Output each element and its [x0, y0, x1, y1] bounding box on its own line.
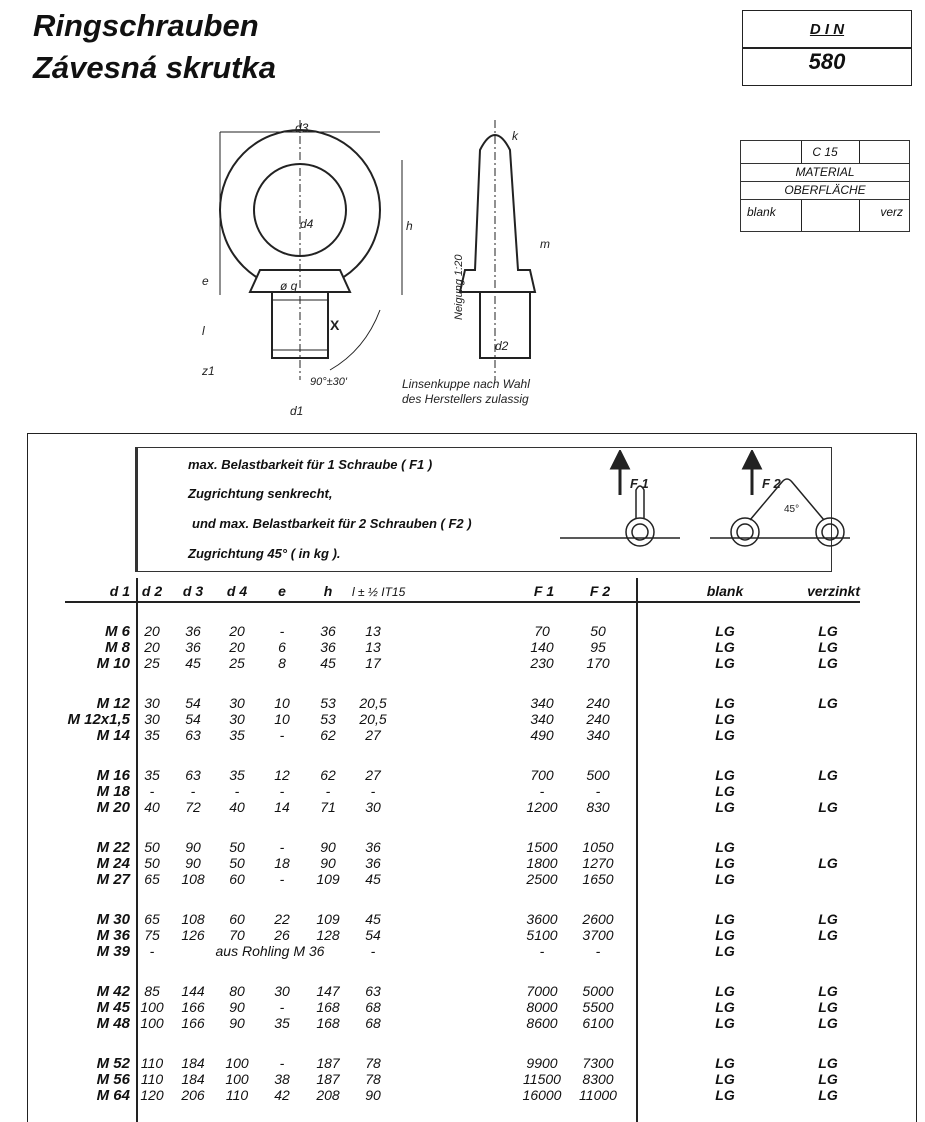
cell-d2: - [149, 943, 155, 959]
cell-d3: 144 [181, 983, 205, 999]
cell-f2: 340 [586, 727, 610, 743]
cell-blank: LG [715, 999, 735, 1015]
cell-l: 27 [365, 767, 381, 783]
cell-f1: 5100 [526, 927, 558, 943]
cell-d2: 35 [144, 727, 160, 743]
cell-h: 109 [316, 871, 340, 887]
cell-d2: - [149, 783, 155, 799]
cell-d4: 35 [229, 767, 245, 783]
eye-bolt-drawing [190, 120, 610, 420]
cell-f1: 700 [530, 767, 554, 783]
header-d3: d 3 [182, 583, 204, 599]
cell-d1: M 56 [96, 1071, 130, 1088]
header-d2: d 2 [141, 583, 163, 599]
cell-d3: 184 [181, 1055, 205, 1071]
cell-f1: 7000 [526, 983, 558, 999]
cell-d4: 90 [229, 999, 245, 1015]
header-verzinkt: verzinkt [807, 583, 860, 599]
cell-e: 10 [274, 695, 290, 711]
cell-d3: 36 [185, 623, 201, 639]
cell-h: - [325, 783, 331, 799]
cell-f2: 1050 [582, 839, 614, 855]
load-diagram [560, 450, 860, 565]
header-d1: d 1 [109, 583, 130, 599]
cell-l: - [370, 783, 376, 799]
cell-l: 27 [365, 727, 381, 743]
cell-f2: - [595, 783, 601, 799]
cell-blank: LG [715, 1015, 735, 1031]
cell-f2: 2600 [582, 911, 614, 927]
cell-d3: 63 [185, 727, 201, 743]
cell-blank: LG [715, 799, 735, 815]
cell-d4: 50 [229, 855, 245, 871]
cell-d4: 100 [225, 1055, 249, 1071]
cell-blank: LG [715, 783, 735, 799]
cell-d2: 110 [140, 1055, 164, 1071]
surface-blank: blank [747, 205, 776, 219]
cell-d1: M 24 [96, 855, 130, 872]
cell-f2: 50 [590, 623, 606, 639]
label-z1: z1 [202, 364, 215, 378]
cell-l: - [370, 943, 376, 959]
cell-f1: 9900 [526, 1055, 558, 1071]
cell-d1: M 6 [104, 623, 130, 640]
cell-d1: M 8 [104, 639, 130, 656]
cell-h: 128 [316, 927, 340, 943]
cell-e: - [279, 871, 285, 887]
cell-d2: 25 [144, 655, 160, 671]
cell-h: 168 [316, 1015, 340, 1031]
cell-blank: LG [715, 767, 735, 783]
cell-blank: LG [715, 639, 735, 655]
cell-d4: 60 [229, 871, 245, 887]
cell-f2: 8300 [582, 1071, 614, 1087]
cell-d1: M 16 [96, 767, 130, 784]
label-g: ø g [280, 279, 298, 293]
cell-f1: 1800 [526, 855, 558, 871]
cell-verzinkt: LG [818, 1015, 838, 1031]
cell-blank: LG [715, 1071, 735, 1087]
cell-f1: 230 [530, 655, 554, 671]
cell-f1: 2500 [526, 871, 558, 887]
cell-d1: M 36 [96, 927, 130, 944]
cell-verzinkt: LG [818, 1087, 838, 1103]
cell-f2: 7300 [582, 1055, 614, 1071]
cell-d2: 50 [144, 855, 160, 871]
din-number: 580 [808, 49, 846, 74]
cell-e: 22 [274, 911, 290, 927]
cell-l: 36 [365, 839, 381, 855]
material-label: MATERIAL [795, 165, 855, 179]
cell-note: aus Rohling M 36 [215, 943, 325, 959]
cell-l: 45 [365, 871, 381, 887]
cell-e: - [279, 839, 285, 855]
cell-l: 45 [365, 911, 381, 927]
label-angle: 90°±30' [310, 376, 348, 388]
f1-label: F 1 [630, 476, 649, 491]
cell-l: 78 [365, 1055, 381, 1071]
cell-e: 14 [274, 799, 290, 815]
cell-e: 6 [278, 639, 286, 655]
cell-f2: - [595, 943, 601, 959]
header-f1: F 1 [533, 583, 555, 599]
cell-l: 68 [365, 999, 381, 1015]
cell-blank: LG [715, 623, 735, 639]
din-box [742, 10, 912, 86]
cell-d3: 54 [185, 711, 201, 727]
cell-d4: 110 [225, 1087, 249, 1103]
cell-d1: M 39 [96, 943, 130, 960]
label-d1: d1 [290, 404, 304, 418]
title-german: Ringschrauben [33, 8, 259, 43]
cell-d3: 36 [185, 639, 201, 655]
cell-h: 187 [316, 1055, 340, 1071]
cell-f2: 5000 [582, 983, 614, 999]
cell-d1: M 12x1,5 [67, 711, 130, 728]
cell-d3: 166 [181, 1015, 205, 1031]
cell-h: 208 [316, 1087, 340, 1103]
cell-d1: M 42 [96, 983, 130, 1000]
din-label: D I N [809, 21, 845, 38]
label-h: h [406, 219, 413, 233]
cell-e: 18 [274, 855, 290, 871]
cell-f2: 170 [586, 655, 610, 671]
cell-h: 90 [320, 855, 336, 871]
cell-f2: 1650 [582, 871, 614, 887]
cell-h: 109 [316, 911, 340, 927]
cell-d1: M 48 [96, 1015, 130, 1032]
cell-f1: 3600 [526, 911, 558, 927]
cell-f1: 140 [530, 639, 554, 655]
label-d3: d3 [295, 121, 309, 135]
cell-f2: 1270 [582, 855, 614, 871]
header-blank: blank [706, 583, 744, 599]
cell-f2: 95 [590, 639, 606, 655]
cell-h: 53 [320, 695, 336, 711]
cell-h: 36 [320, 623, 336, 639]
cell-f2: 240 [586, 711, 610, 727]
cell-d3: 72 [185, 799, 201, 815]
cell-blank: LG [715, 911, 735, 927]
cell-d4: 35 [229, 727, 245, 743]
cell-d4: 50 [229, 839, 245, 855]
cell-d1: M 22 [96, 839, 130, 856]
cell-d4: - [234, 783, 240, 799]
cell-verzinkt: LG [818, 623, 838, 639]
cell-d1: M 14 [96, 727, 130, 744]
cell-f1: 490 [530, 727, 554, 743]
cell-d2: 65 [144, 911, 160, 927]
cell-f1: 8600 [526, 1015, 558, 1031]
cell-d1: M 64 [96, 1087, 130, 1104]
cell-d4: 20 [229, 623, 245, 639]
cell-f1: 8000 [526, 999, 558, 1015]
cell-blank: LG [715, 839, 735, 855]
cell-verzinkt: LG [818, 767, 838, 783]
label-x: X [330, 317, 340, 333]
cell-blank: LG [715, 983, 735, 999]
cell-d3: 126 [181, 927, 205, 943]
cell-l: 90 [365, 1087, 381, 1103]
cell-l: 13 [365, 639, 381, 655]
cell-d3: 63 [185, 767, 201, 783]
cell-d4: 20 [229, 639, 245, 655]
note-line-2: des Herstellers zulassig [402, 392, 529, 406]
cell-blank: LG [715, 711, 735, 727]
cell-e: 42 [274, 1087, 290, 1103]
cell-e: - [279, 999, 285, 1015]
cell-e: 12 [274, 767, 290, 783]
cell-d2: 100 [140, 999, 164, 1015]
cell-e: - [279, 1055, 285, 1071]
cell-blank: LG [715, 727, 735, 743]
cell-l: 68 [365, 1015, 381, 1031]
cell-e: - [279, 727, 285, 743]
info-line-3: und max. Belastbarkeit für 2 Schrauben ( F2 ) [192, 516, 472, 531]
cell-l: 63 [365, 983, 381, 999]
cell-d1: M 12 [96, 695, 130, 712]
cell-blank: LG [715, 695, 735, 711]
cell-blank: LG [715, 655, 735, 671]
surface-verz: verz [880, 205, 903, 219]
cell-d2: 50 [144, 839, 160, 855]
cell-d3: 206 [181, 1087, 205, 1103]
note-line-1: Linsenkuppe nach Wahl [402, 377, 530, 391]
label-d2: d2 [495, 339, 509, 353]
cell-l: 20,5 [359, 711, 387, 727]
cell-d4: 40 [229, 799, 245, 815]
cell-e: 10 [274, 711, 290, 727]
cell-f2: 11000 [579, 1087, 617, 1103]
cell-l: 36 [365, 855, 381, 871]
cell-d4: 90 [229, 1015, 245, 1031]
cell-blank: LG [715, 855, 735, 871]
cell-d2: 85 [144, 983, 160, 999]
cell-h: 187 [316, 1071, 340, 1087]
cell-verzinkt: LG [818, 639, 838, 655]
cell-h: 62 [320, 767, 336, 783]
cell-d4: 30 [229, 695, 245, 711]
label-slope: Neigung 1:20 [453, 254, 465, 320]
cell-d1: M 10 [96, 655, 130, 672]
cell-blank: LG [715, 871, 735, 887]
cell-d4: 100 [225, 1071, 249, 1087]
cell-verzinkt: LG [818, 855, 838, 871]
cell-verzinkt: LG [818, 655, 838, 671]
cell-d1: M 30 [96, 911, 130, 928]
material-table [740, 140, 910, 232]
cell-h: 45 [320, 655, 336, 671]
cell-e: 38 [274, 1071, 290, 1087]
cell-h: 62 [320, 727, 336, 743]
cell-e: 26 [274, 927, 290, 943]
cell-d4: 30 [229, 711, 245, 727]
cell-verzinkt: LG [818, 1071, 838, 1087]
cell-d3: 108 [181, 911, 205, 927]
header-e: e [278, 583, 286, 599]
cell-f2: 830 [586, 799, 610, 815]
cell-e: 35 [274, 1015, 290, 1031]
cell-f1: - [539, 943, 545, 959]
cell-verzinkt: LG [818, 927, 838, 943]
cell-l: 20,5 [359, 695, 387, 711]
cell-f1: 340 [530, 695, 554, 711]
cell-f1: 16000 [522, 1087, 562, 1103]
cell-d4: 60 [229, 911, 245, 927]
cell-l: 78 [365, 1071, 381, 1087]
info-line-4: Zugrichtung 45° ( in kg ). [188, 546, 341, 561]
cell-f2: 6100 [582, 1015, 614, 1031]
cell-e: 30 [274, 983, 290, 999]
cell-d2: 75 [144, 927, 160, 943]
cell-f1: 11500 [523, 1071, 561, 1087]
cell-d2: 30 [144, 711, 160, 727]
label-m: m [540, 237, 550, 251]
cell-f2: 5500 [582, 999, 614, 1015]
cell-verzinkt: LG [818, 999, 838, 1015]
label-e: e [202, 274, 209, 288]
cell-d2: 40 [144, 799, 160, 815]
cell-d2: 120 [140, 1087, 164, 1103]
cell-verzinkt: LG [818, 799, 838, 815]
cell-verzinkt: LG [818, 1055, 838, 1071]
cell-e: 8 [278, 655, 286, 671]
material-grade: C 15 [812, 145, 838, 159]
cell-d3: 184 [181, 1071, 205, 1087]
cell-d2: 110 [140, 1071, 164, 1087]
cell-d1: M 18 [96, 783, 130, 800]
cell-h: 147 [316, 983, 340, 999]
cell-h: 36 [320, 639, 336, 655]
label-k: k [512, 129, 518, 143]
cell-d3: 108 [181, 871, 205, 887]
cell-d2: 35 [144, 767, 160, 783]
header-f2: F 2 [589, 583, 611, 599]
header-h: h [323, 583, 333, 599]
cell-f1: 1200 [526, 799, 558, 815]
cell-d4: 80 [229, 983, 245, 999]
cell-d3: 45 [185, 655, 201, 671]
cell-d2: 20 [144, 623, 160, 639]
cell-blank: LG [715, 1055, 735, 1071]
cell-e: - [279, 623, 285, 639]
header-l: l ± ½ IT15 [352, 585, 406, 599]
cell-d4: 70 [229, 927, 245, 943]
cell-verzinkt: LG [818, 695, 838, 711]
cell-verzinkt: LG [818, 983, 838, 999]
cell-e: - [279, 783, 285, 799]
cell-l: 13 [365, 623, 381, 639]
angle-45-label: 45° [784, 504, 800, 515]
info-line-1: max. Belastbarkeit für 1 Schraube ( F1 ) [188, 457, 433, 472]
surface-label: OBERFLÄCHE [784, 183, 866, 197]
cell-d2: 100 [140, 1015, 164, 1031]
cell-l: 54 [365, 927, 381, 943]
cell-f2: 3700 [582, 927, 614, 943]
cell-blank: LG [715, 927, 735, 943]
cell-h: 168 [316, 999, 340, 1015]
cell-f2: 500 [586, 767, 610, 783]
cell-f2: 240 [586, 695, 610, 711]
cell-h: 90 [320, 839, 336, 855]
label-l: l [202, 324, 205, 338]
cell-blank: LG [715, 943, 735, 959]
cell-f1: - [539, 783, 545, 799]
cell-f1: 340 [530, 711, 554, 727]
title-slovak: Závesná skrutka [33, 50, 276, 85]
cell-d4: 25 [229, 655, 245, 671]
cell-d1: M 20 [96, 799, 130, 816]
cell-h: 71 [320, 799, 336, 815]
cell-blank: LG [715, 1087, 735, 1103]
header-d4: d 4 [226, 583, 248, 599]
cell-d3: 90 [185, 855, 201, 871]
info-line-2: Zugrichtung senkrecht, [188, 486, 333, 501]
label-d4: d4 [300, 217, 314, 231]
cell-f1: 1500 [526, 839, 558, 855]
cell-d3: 166 [181, 999, 205, 1015]
f2-label: F 2 [762, 476, 781, 491]
cell-d2: 30 [144, 695, 160, 711]
cell-h: 53 [320, 711, 336, 727]
cell-d3: - [190, 783, 196, 799]
cell-l: 17 [365, 655, 381, 671]
cell-f1: 70 [534, 623, 550, 639]
cell-d3: 90 [185, 839, 201, 855]
cell-d2: 20 [144, 639, 160, 655]
cell-d1: M 52 [96, 1055, 130, 1072]
cell-d3: 54 [185, 695, 201, 711]
cell-d1: M 45 [96, 999, 130, 1016]
cell-verzinkt: LG [818, 911, 838, 927]
cell-l: 30 [365, 799, 381, 815]
cell-d2: 65 [144, 871, 160, 887]
cell-d1: M 27 [96, 871, 130, 888]
